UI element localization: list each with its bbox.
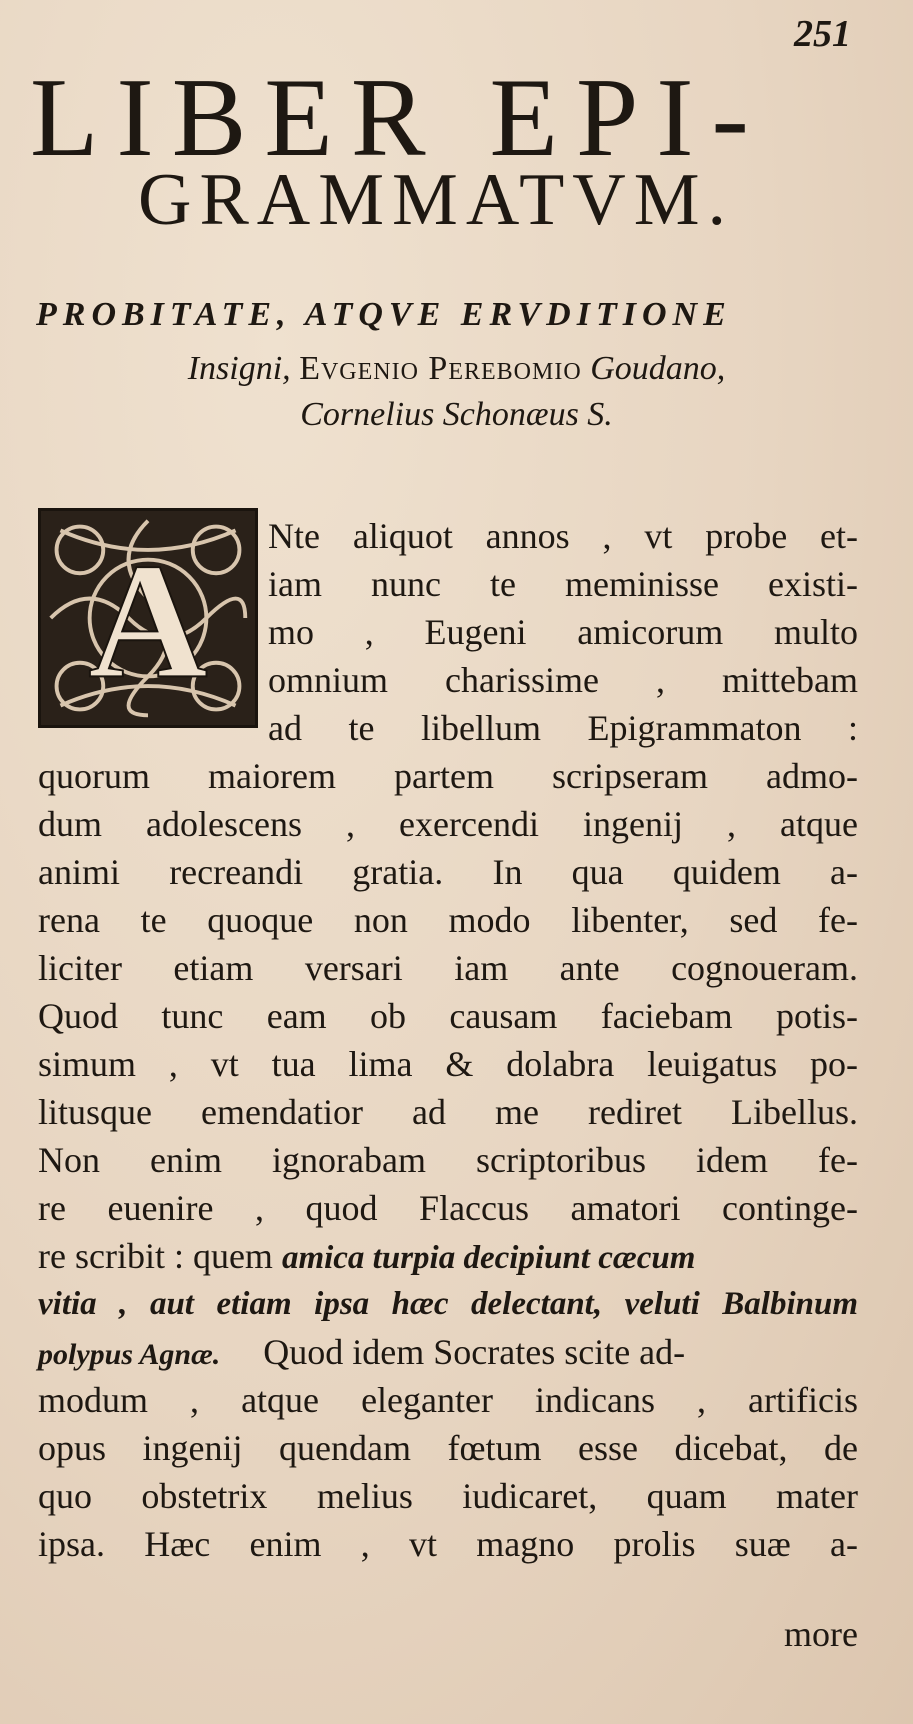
text-line-18-roman: Quod idem Socrates scite ad- (263, 1332, 686, 1372)
text-line-9: rena te quoque non modo libenter, sed fe- (38, 900, 858, 940)
text-line-12: simum , vt tua lima & dolabra leuigatus po- (38, 1044, 858, 1084)
text-line-16 (38, 1232, 858, 1282)
text-line-3: mo , Eugeni amicorum multo (268, 612, 858, 652)
text-line-21: quo obstetrix melius iudicaret, quam mater (38, 1476, 858, 1516)
text-line-7: dum adolescens , exercendi ingenij , atque (38, 804, 858, 844)
text-line-19: modum , atque eleganter indicans , artificis (38, 1380, 858, 1420)
text-line-6: quorum maiorem partem scripseram admo- (38, 756, 858, 796)
text-line-22: ipsa. Hæc enim , vt magno prolis suæ a- (38, 1524, 858, 1564)
ornament-icon (41, 511, 255, 725)
text-line-14: Non enim ignorabam scriptoribus idem fe- (38, 1140, 858, 1180)
text-line-18-italic: polypus Agnæ. (38, 1338, 221, 1371)
catchword: more (784, 1614, 858, 1654)
decorated-initial (38, 508, 258, 728)
text-line-15: re euenire , quod Flaccus amatori continge- (38, 1188, 858, 1228)
text-line-16-italic: amica turpia decipiunt cæcum (281, 1240, 696, 1276)
text-line-18 (38, 1328, 858, 1379)
text-line-11: Quod tunc eam ob causam faciebam potis- (38, 996, 858, 1036)
dedication-place: Goudano, (590, 350, 726, 387)
dedication-line-2 (0, 350, 913, 388)
dropcap-letter: A (88, 529, 208, 713)
title-line-1: LIBER EPI- (30, 56, 767, 180)
text-line-8: animi recreandi gratia. In qua quidem a- (38, 852, 858, 892)
text-line-1: Nte aliquot annos , vt probe et- (268, 516, 858, 556)
text-line-16-roman: re scribit : quem (38, 1236, 273, 1276)
text-line-4: omnium charissime , mittebam (268, 660, 858, 700)
text-line-5: ad te libellum Epigrammaton : (268, 708, 858, 748)
dedication-insigni: Insigni, (187, 350, 291, 387)
text-line-17: vitia , aut etiam ipsa hæc delectant, veluti Balbinum (38, 1286, 858, 1322)
text-line-10: liciter etiam versari iam ante cognoueram. (38, 948, 858, 988)
text-line-13: litusque emendatior ad me rediret Libellus. (38, 1092, 858, 1132)
title-line-2: GRAMMATVM. (138, 159, 735, 241)
page-number: 251 (794, 13, 851, 55)
text-line-20: opus ingenij quendam fœtum esse dicebat, de (38, 1428, 858, 1468)
dedication-name: Evgenio Perebomio (299, 350, 582, 387)
dedication-line-3: Cornelius Schonæus S. (300, 396, 613, 433)
dedication-line-1: PROBITATE, ATQVE ERVDITIONE (36, 296, 732, 333)
text-line-2: iam nunc te meminisse existi- (268, 564, 858, 604)
